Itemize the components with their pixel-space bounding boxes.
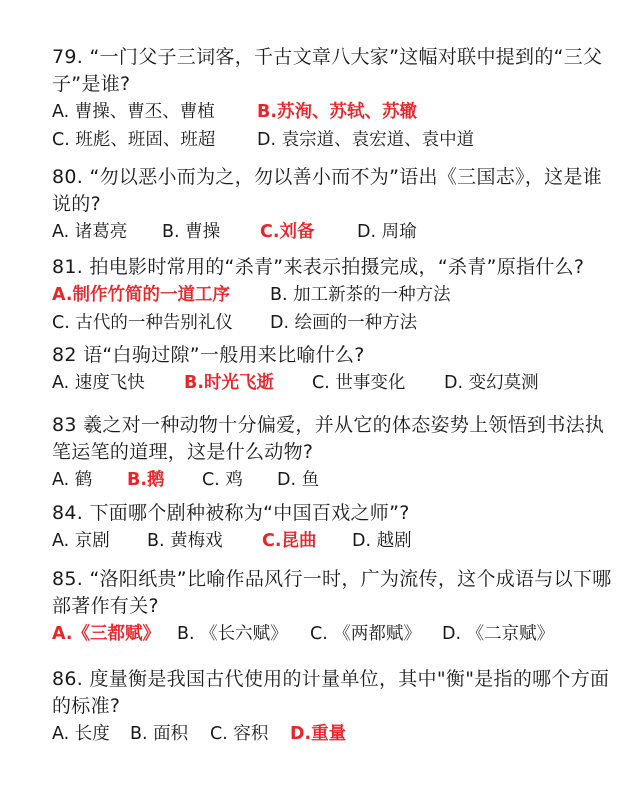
options-row [52,620,612,648]
options-grid [52,98,612,126]
option-a[interactable]: A.制作竹简的一道工序 [52,285,231,305]
option-d[interactable]: D. 袁宗道、袁宏道、袁中道 [257,130,475,150]
question-84 [52,500,612,555]
option-d[interactable]: D. 周瑜 [357,222,417,242]
question-stem: 81. 拍电影时常用的“杀青”来表示拍摄完成，“杀青”原指什么? [52,256,585,278]
option-d[interactable]: D. 绘画的一种方法 [270,313,418,333]
option-c[interactable]: C.昆曲 [262,531,317,551]
question-stem: 82 语“白驹过隙”一般用来比喻什么? [52,344,365,366]
options-grid [52,281,612,309]
option-c[interactable]: C. 古代的一种告别礼仪 [52,313,233,333]
option-c[interactable]: C. 鸡 [202,470,243,490]
option-c[interactable]: C. 世事变化 [312,373,406,393]
options-row [52,720,612,748]
option-b[interactable]: B. 加工新茶的一种方法 [270,285,451,305]
option-d[interactable]: D. 鱼 [277,470,320,490]
question-79 [52,44,612,154]
option-a[interactable]: A. 京剧 [52,531,110,551]
option-d[interactable]: D. 越剧 [352,531,412,551]
option-b[interactable]: B. 曹操 [162,222,221,242]
options-row [52,466,612,494]
option-a[interactable]: A. 速度飞快 [52,373,145,393]
question-stem: 85. “洛阳纸贵”比喻作品风行一时，广为流传，这个成语与以下哪部著作有关? [52,568,612,617]
options-row [52,369,612,397]
option-a[interactable]: A. 曹操、曹丕、曹植 [52,102,215,122]
option-a[interactable]: A. 鹤 [52,470,93,490]
option-d[interactable]: D. 《二京赋》 [442,624,555,644]
option-c[interactable]: C.刘备 [260,222,315,242]
question-stem: 79. “一门父子三词客，千古文章八大家”这幅对联中提到的“三父子”是谁? [52,46,603,95]
option-a[interactable]: A. 诸葛亮 [52,222,128,242]
option-d[interactable]: D. 变幻莫测 [444,373,539,393]
question-stem: 86. 度量衡是我国古代使用的计量单位，其中"衡"是指的哪个方面的标准? [52,668,610,717]
option-c[interactable]: C. 容积 [210,724,269,744]
question-81 [52,254,612,337]
option-b[interactable]: B. 《长六赋》 [177,624,288,644]
question-stem: 83 羲之对一种动物十分偏爱，并从它的体态姿势上领悟到书法执笔运笔的道理，这是什么动物? [52,414,605,463]
question-stem: 84. 下面哪个剧种被称为“中国百戏之师”? [52,502,410,524]
options-row [52,527,612,555]
options-row [52,218,612,246]
option-d[interactable]: D.重量 [290,724,347,744]
option-b[interactable]: B.苏洵、苏轼、苏辙 [257,102,417,122]
question-83 [52,412,612,494]
question-stem: 80. “勿以恶小而为之，勿以善小而不为”语出《三国志》，这是谁说的? [52,166,603,215]
option-c[interactable]: C. 班彪、班固、班超 [52,130,216,150]
option-b[interactable]: B.时光飞逝 [184,373,274,393]
option-c[interactable]: C. 《两都赋》 [310,624,421,644]
question-82 [52,342,612,397]
option-b[interactable]: B.鹅 [127,470,165,490]
option-b[interactable]: B. 黄梅戏 [147,531,223,551]
option-a[interactable]: A.《三都赋》 [52,624,161,644]
question-86 [52,666,612,748]
option-a[interactable]: A. 长度 [52,724,110,744]
options-grid [52,309,612,337]
question-85 [52,566,612,648]
question-80 [52,164,612,246]
options-grid [52,126,612,154]
option-b[interactable]: B. 面积 [130,724,189,744]
